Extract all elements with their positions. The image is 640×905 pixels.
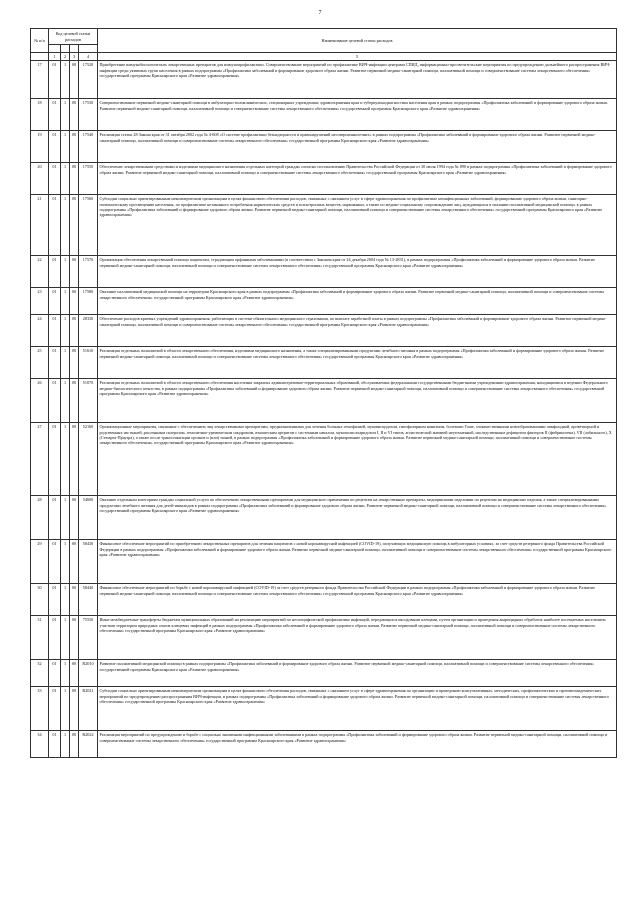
table-row — [31, 347, 617, 379]
code-part-3: 00 — [70, 731, 79, 758]
expense-item-name: Иные межбюджетные трансферты бюджетам муниципальных образований на реализацию мероприятий по неспецифической профилактике инфекций, передающихся иксодовыми клещами, путем организации и проведения акарицидных обработок наиболее посещаемых населением участков территории природных очагов клещевых инфекций в рамках подпрограммы «Профилактика заболеваний и формирование здорового образа жизни. Развитие первичной медико-санитарной помощи, паллиативной помощи и совершенствование системы лекарственного обеспечения» государственной программы Красноярского края «Развитие здравоохранения» — [98, 616, 617, 660]
code-part-1: 01 — [49, 195, 61, 256]
code-part-3: 00 — [70, 195, 79, 256]
expense-item-name: Развитие паллиативной медицинской помощи в рамках подпрограммы «Профилактика заболеваний и формирование здорового образа жизни. Развитие первичной медико-санитарной помощи, паллиативной помощи и совершенствование системы лекарственного обеспечения» государственной программы Красноярского края «Развитие здравоохранения» — [98, 660, 617, 687]
code-part-3: 00 — [70, 379, 79, 423]
code-part-3: 00 — [70, 423, 79, 496]
code-part-3: 00 — [70, 131, 79, 163]
row-number: 30 — [31, 584, 49, 616]
row-number: 18 — [31, 99, 49, 131]
table-row — [31, 315, 617, 347]
code-part-2: 1 — [61, 687, 70, 731]
header-code-subcol — [61, 45, 70, 53]
table-row — [31, 288, 617, 315]
expense-item-name: Организационные мероприятия, связанные с обеспечением лиц лекарственными препаратами, предназначенными для лечения больных гемофилией, муковисцидозом, гипофизарным нанизмом, болезнью Гоше, злокачественными новообразованиями лимфоидной, кроветворной и родственных им тканей, рассеянным склерозом, гемолитико-уремическим синдромом, юношеским артритом с системным началом, мукополисахаридозом I, II и VI типов, апластической анемией неуточненной, наследственным дефицитом факторов II (фибриногена), VII (лабильного), X (Стюарта-Прауэра), а также после трансплантации органов и (или) тканей, в рамках подпрограммы «Профилактика заболеваний и формирование здорового образа жизни. Развитие первичной медико-санитарной помощи, паллиативной помощи и совершенствование системы лекарственного обеспечения» государственной программы Красноярского края «Развитие здравоохранения» — [98, 423, 617, 496]
code-part-1: 01 — [49, 660, 61, 687]
code-part-3: 00 — [70, 347, 79, 379]
code-part-1: 01 — [49, 584, 61, 616]
row-number: 19 — [31, 131, 49, 163]
code-part-2: 1 — [61, 163, 70, 195]
code-part-4: R2021 — [79, 687, 98, 731]
code-part-2: 1 — [61, 288, 70, 315]
header-code: Код целевой статьи расходов — [49, 29, 98, 45]
row-number: 20 — [31, 163, 49, 195]
header-num: № п/п — [31, 29, 49, 53]
table-row — [31, 496, 617, 540]
header-code-subcol — [70, 45, 79, 53]
row-number: 28 — [31, 496, 49, 540]
expense-item-name: Реализация статьи 28 Закона края от 31 октября 2002 года № 4-608 «О системе профилактики безнадзорности и правонарушений несовершеннолетних» в рамках подпрограммы «Профилактика заболеваний и формирование здорового образа жизни. Развитие первичной медико-санитарной помощи, паллиативной помощи и совершенствование системы лекарственного обеспечения» государственной программы Красноярского края «Развитие здравоохранения» — [98, 131, 617, 163]
code-part-4: 17560 — [79, 195, 98, 256]
code-part-2: 1 — [61, 99, 70, 131]
code-part-4: 75550 — [79, 616, 98, 660]
table-row — [31, 540, 617, 584]
table-row — [31, 256, 617, 288]
budget-table — [30, 28, 617, 758]
code-part-1: 01 — [49, 288, 61, 315]
code-part-4: 17530 — [79, 99, 98, 131]
code-part-4: 51070 — [79, 379, 98, 423]
code-part-3: 00 — [70, 256, 79, 288]
table-row — [31, 131, 617, 163]
code-part-1: 01 — [49, 315, 61, 347]
code-part-2: 1 — [61, 131, 70, 163]
code-part-4: 54600 — [79, 496, 98, 540]
expense-item-name: Реализация отдельных полномочий в области лекарственного обеспечения населения закрытых административно-территориальных образований, обслуживаемых федеральными государственными бюджетными учреждениями здравоохранения, находящимися в ведении Федерального медико-биологического агентства, в рамках подпрограммы «Профилактика заболеваний и формирование здорового образа жизни. Развитие первичной медико-санитарной помощи, паллиативной помощи и совершенствование системы лекарственного обеспечения» государственной программы Красноярского края «Развитие здравоохранения» — [98, 379, 617, 423]
expense-item-name: Оказание паллиативной медицинской помощи на территории Красноярского края в рамках подпрограммы «Профилактика заболеваний и формирование здорового образа жизни. Развитие первичной медико-санитарной помощи, паллиативной помощи и совершенствование системы лекарственного обеспечения» государственной программы Красноярского края «Развитие здравоохранения» — [98, 288, 617, 315]
code-part-1: 01 — [49, 163, 61, 195]
code-part-4: R2022 — [79, 731, 98, 758]
code-part-1: 01 — [49, 687, 61, 731]
code-part-1: 01 — [49, 379, 61, 423]
table-row — [31, 61, 617, 99]
expense-item-name: Оказание отдельным категориям граждан социальной услуги по обеспечению лекарственными препаратами для медицинского применения по рецептам на лекарственные препараты, медицинскими изделиями по рецептам на медицинские изделия, а также специализированными продуктами лечебного питания для детей-инвалидов в рамках подпрограммы «Профилактика заболеваний и формирование здорового образа жизни. Развитие первичной медико-санитарной помощи, паллиативной помощи и совершенствование системы лекарственного обеспечения» государственной программы Красноярского края «Развитие здравоохранения» — [98, 496, 617, 540]
table-row — [31, 584, 617, 616]
row-number: 27 — [31, 423, 49, 496]
code-part-1: 01 — [49, 256, 61, 288]
code-part-2: 1 — [61, 660, 70, 687]
code-part-3: 00 — [70, 584, 79, 616]
code-part-4: R2010 — [79, 660, 98, 687]
expense-item-name: Приобретение иммунобиологических лекарственных препаратов для иммунопрофилактики. Совершенствование мероприятий по профилактике ВИЧ-инфекции центрами СПИД, информационно-просветительские мероприятия по предупреждению дальнейшего распространения ВИЧ-инфекции среди уязвимых групп населения в рамках подпрограммы «Профилактика заболеваний и формирование здорового образа жизни. Развитие первичной медико-санитарной помощи, паллиативной помощи и совершенствование системы лекарственного обеспечения» государственной программы Красноярского края «Развитие здравоохранения» — [98, 61, 617, 99]
expense-item-name: Реализация отдельных полномочий в области лекарственного обеспечения, изделиями медицинского назначения, а также специализированными продуктами лечебного питания в рамках подпрограммы «Профилактика заболеваний и формирование здорового образа жизни. Развитие первичной медико-санитарной помощи, паллиативной помощи и совершенствование системы лекарственного обеспечения» государственной программы Красноярского края «Развитие здравоохранения» — [98, 347, 617, 379]
row-number: 25 — [31, 347, 49, 379]
code-part-1: 01 — [49, 131, 61, 163]
code-part-4: 17550 — [79, 163, 98, 195]
code-part-1: 01 — [49, 347, 61, 379]
code-part-2: 1 — [61, 61, 70, 99]
code-part-2: 1 — [61, 315, 70, 347]
header-index-2: 2 — [61, 53, 70, 61]
code-part-4: 17580 — [79, 288, 98, 315]
table-body — [31, 61, 617, 758]
code-part-2: 1 — [61, 496, 70, 540]
row-number: 26 — [31, 379, 49, 423]
code-part-3: 00 — [70, 99, 79, 131]
header-index-3: 3 — [70, 53, 79, 61]
table-row — [31, 163, 617, 195]
code-part-2: 1 — [61, 584, 70, 616]
code-part-4: 51610 — [79, 347, 98, 379]
code-part-2: 1 — [61, 731, 70, 758]
row-number: 17 — [31, 61, 49, 99]
expense-item-name: Субсидии социально ориентированным некоммерческим организациям в целях финансового обеспечения расходов, связанных с оказанием услуг в сфере здравоохранения по профилактике неинфекционных заболеваний, формированию здорового образа жизни, санитарно-гигиеническому просвещению населения, по профилактике незаконного потребления наркотических средств и психотропных веществ, наркомании, а также по медико-социальному сопровождению лиц, нуждающихся в оказании паллиативной медицинской помощи, в рамках подпрограммы «Профилактика заболеваний и формирование здорового образа жизни. Развитие первичной медико-санитарной помощи, паллиативной помощи и совершенствование системы лекарственного обеспечения» государственной программы Красноярского края «Развитие здравоохранения» — [98, 195, 617, 256]
header-index-1: 1 — [49, 53, 61, 61]
code-part-2: 1 — [61, 423, 70, 496]
code-part-3: 00 — [70, 496, 79, 540]
expense-item-name: Обеспечение лекарственными средствами и изделиями медицинского назначения отдельных категорий граждан согласно постановлению Правительства Российской Федерации от 30 июля 1994 года № 890 в рамках подпрограммы «Профилактика заболеваний и формирование здорового образа жизни. Развитие первичной медико-санитарной помощи, паллиативной помощи и совершенствование системы лекарственного обеспечения» государственной программы Красноярского края «Развитие здравоохранения» — [98, 163, 617, 195]
expense-item-name: Финансовое обеспечение мероприятий по борьбе с новой коронавирусной инфекцией (COVID-19) за счет средств резервного фонда Правительства Российской Федерации в рамках подпрограммы «Профилактика заболеваний и формирование здорового образа жизни. Развитие первичной медико-санитарной помощи, паллиативной помощи и совершенствование системы лекарственного обеспечения» государственной программы Красноярского края «Развитие здравоохранения» — [98, 584, 617, 616]
header-index-blank — [31, 53, 49, 61]
expense-item-name: Реализация мероприятий по предупреждению и борьбе с социально значимыми инфекционными заболеваниями в рамках подпрограммы «Профилактика заболеваний и формирование здорового образа жизни. Развитие первичной медико-санитарной помощи, паллиативной помощи и совершенствование системы лекарственного обеспечения» государственной программы Красноярского края «Развитие здравоохранения» — [98, 731, 617, 758]
table-row — [31, 660, 617, 687]
code-part-1: 01 — [49, 423, 61, 496]
code-part-4: 58440 — [79, 584, 98, 616]
code-part-4: 52160 — [79, 423, 98, 496]
table-row — [31, 687, 617, 731]
row-number: 22 — [31, 256, 49, 288]
expense-item-name: Совершенствование первичной медико-санитарной помощи в амбулаторно-поликлинических, стационарных учреждениях здравоохранения края и туберкулинодиагностика населения края в рамках подпрограммы «Профилактика заболеваний и формирование здорового образа жизни. Развитие первичной медико-санитарной помощи, паллиативной помощи и совершенствование системы лекарственного обеспечения» государственной программы Красноярского края «Развитие здравоохранения» — [98, 99, 617, 131]
table-row — [31, 616, 617, 660]
expense-item-name: Финансовое обеспечение мероприятий по приобретению лекарственных препаратов для лечения пациентов с новой коронавирусной инфекцией (COVID-19), получающих медицинскую помощь в амбулаторных условиях, за счет средств резервного фонда Правительства Российской Федерации в рамках подпрограммы «Профилактика заболеваний и формирование здорового образа жизни. Развитие первичной медико-санитарной помощи, паллиативной помощи и совершенствование системы лекарственного обеспечения» государственной программы Красноярского края «Развитие здравоохранения» — [98, 540, 617, 584]
page-number: 7 — [318, 10, 322, 16]
table-row — [31, 423, 617, 496]
table-row — [31, 379, 617, 423]
row-number: 32 — [31, 660, 49, 687]
code-part-3: 00 — [70, 315, 79, 347]
header-code-subcol — [79, 45, 98, 53]
code-part-3: 00 — [70, 540, 79, 584]
code-part-3: 00 — [70, 163, 79, 195]
code-part-3: 00 — [70, 61, 79, 99]
code-part-1: 01 — [49, 616, 61, 660]
header-index-5: 5 — [98, 53, 617, 61]
header-name: Наименование целевой статьи расходов — [98, 29, 617, 53]
row-number: 34 — [31, 731, 49, 758]
expense-item-name: Организация обеспечения лекарственной помощи пациентам, страдающим орфанными заболеваниями (в соответствии с Законом края от 24 декабря 2004 года № 13-2831), в рамках подпрограммы «Профилактика заболеваний и формирование здорового образа жизни. Развитие первичной медико-санитарной помощи, паллиативной помощи и совершенствование системы лекарственного обеспечения» государственной программы Красноярского края «Развитие здравоохранения» — [98, 256, 617, 288]
code-part-2: 1 — [61, 379, 70, 423]
row-number: 23 — [31, 288, 49, 315]
expense-item-name: Обеспечение расходов краевых учреждений здравоохранения, работающих в системе обязательного медицинского страхования, по выплате заработной платы в рамках подпрограммы «Профилактика заболеваний и формирование здорового образа жизни. Развитие первичной медико-санитарной помощи, паллиативной помощи и совершенствование системы лекарственного обеспечения» государственной программы Красноярского края «Развитие здравоохранения» — [98, 315, 617, 347]
code-part-2: 1 — [61, 195, 70, 256]
table-row — [31, 99, 617, 131]
code-part-1: 01 — [49, 99, 61, 131]
code-part-3: 00 — [70, 288, 79, 315]
row-number: 24 — [31, 315, 49, 347]
table-row — [31, 731, 617, 758]
code-part-1: 01 — [49, 61, 61, 99]
code-part-4: 17540 — [79, 131, 98, 163]
header-index-4: 4 — [79, 53, 98, 61]
code-part-2: 1 — [61, 540, 70, 584]
code-part-3: 00 — [70, 660, 79, 687]
code-part-4: 58430 — [79, 540, 98, 584]
code-part-2: 1 — [61, 347, 70, 379]
table-row — [31, 195, 617, 256]
row-number: 31 — [31, 616, 49, 660]
row-number: 29 — [31, 540, 49, 584]
expense-item-name: Субсидии социально ориентированным некоммерческим организациям в целях финансового обеспечения расходов, связанных с оказанием услуг в сфере здравоохранения по организации и проведению консультативных, методических, профилактических и противоэпидемических мероприятий по предупреждению распространения ВИЧ-инфекции, в рамках подпрограммы «Профилактика заболеваний и формирование здорового образа жизни. Развитие первичной медико-санитарной помощи, паллиативной помощи и совершенствование системы лекарственного обеспечения» государственной программы Красноярского края «Развитие здравоохранения» — [98, 687, 617, 731]
row-number: 21 — [31, 195, 49, 256]
code-part-2: 1 — [61, 616, 70, 660]
row-number: 33 — [31, 687, 49, 731]
code-part-1: 01 — [49, 731, 61, 758]
code-part-4: 17570 — [79, 256, 98, 288]
code-part-4: 28330 — [79, 315, 98, 347]
code-part-3: 00 — [70, 687, 79, 731]
code-part-1: 01 — [49, 540, 61, 584]
code-part-4: 17520 — [79, 61, 98, 99]
code-part-1: 01 — [49, 496, 61, 540]
header-code-subcol — [49, 45, 61, 53]
code-part-3: 00 — [70, 616, 79, 660]
code-part-2: 1 — [61, 256, 70, 288]
